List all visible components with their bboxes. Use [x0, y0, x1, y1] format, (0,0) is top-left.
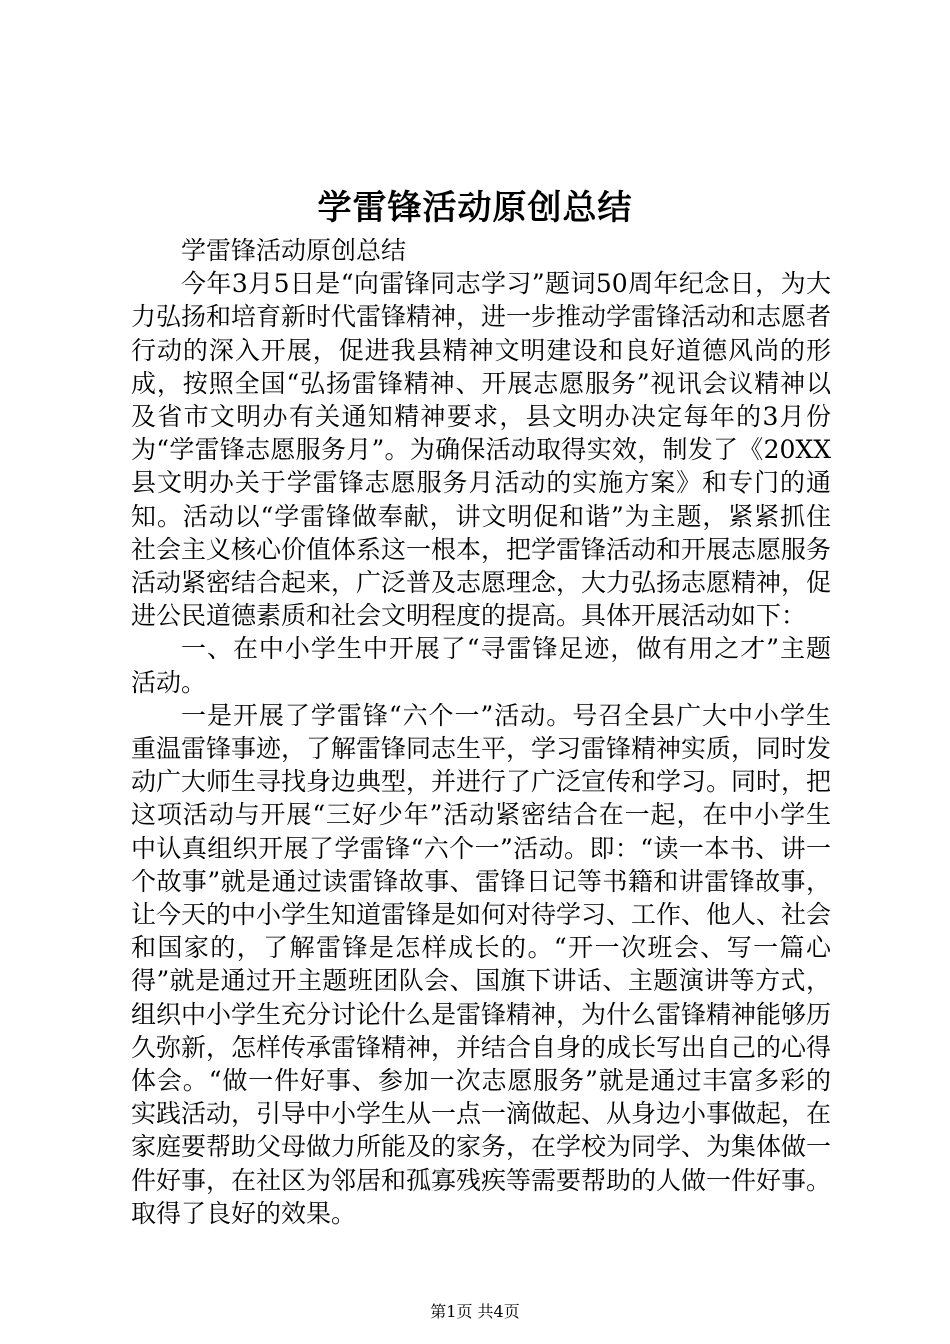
page-footer: 第1页 共4页 [430, 1302, 520, 1321]
document-body [131, 234, 831, 1230]
document-title: 学雷锋活动原创总结 [317, 188, 633, 228]
paragraph-activity-detail: 一是开展了学雷锋“六个一”活动。号召全县广大中小学生重温雷锋事迹，了解雷锋同志生平，学习雷锋精神实质，同时发动广大师生寻找身边典型，并进行了广泛宣传和学习。同时，把这项活动与开展“三好少年”活动紧密结合在一起，在中小学生中认真组织开展了学雷锋“六个一”活动。即：“读一本书、讲一个故事”就是通过读雷锋故事、雷锋日记等书籍和讲雷锋故事，让今天的中小学生知道雷锋是如何对待学习、工作、他人、社会和国家的，了解雷锋是怎样成长的。“开一次班会、写一篇心得”就是通过开主题班团队会、国旗下讲话、主题演讲等方式，组织中小学生充分讨论什么是雷锋精神，为什么雷锋精神能够历久弥新，怎样传承雷锋精神，并结合自身的成长写出自己的心得体会。“做一件好事、参加一次志愿服务”就是通过丰富多彩的实践活动，引导中小学生从一点一滴做起、从身边小事做起，在家庭要帮助父母做力所能及的家务，在学校为同学、为集体做一件好事，在社区为邻居和孤寡残疾等需要帮助的人做一件好事。取得了良好的效果。 [131, 700, 832, 1228]
paragraph-section-heading: 一、在中小学生中开展了“寻雷锋足迹，做有用之才”主题活动。 [131, 634, 831, 697]
paragraph-intro: 今年3月5日是“向雷锋同志学习”题词50周年纪念日，为大力弘扬和培育新时代雷锋精神，进一步推动学雷锋活动和志愿者行动的深入开展，促进我县精神文明建设和良好道德风尚的形成，按照全国“弘扬雷锋精神、开展志愿服务”视讯会议精神以及省市文明办有关通知精神要求，县文明办决定每年的3月份为“学雷锋志愿服务月”。为确保活动取得实效，制发了《20XX县文明办关于学雷锋志愿服务月活动的实施方案》和专门的通知。活动以“学雷锋做奉献，讲文明促和谐”为主题，紧紧抓住社会主义核心价值体系这一根本，把学雷锋活动和开展志愿服务活动紧密结合起来，广泛普及志愿理念，大力弘扬志愿精神，促进公民道德素质和社会文明程度的提高。具体开展活动如下： [131, 269, 832, 631]
paragraph-subtitle: 学雷锋活动原创总结 [181, 236, 407, 265]
